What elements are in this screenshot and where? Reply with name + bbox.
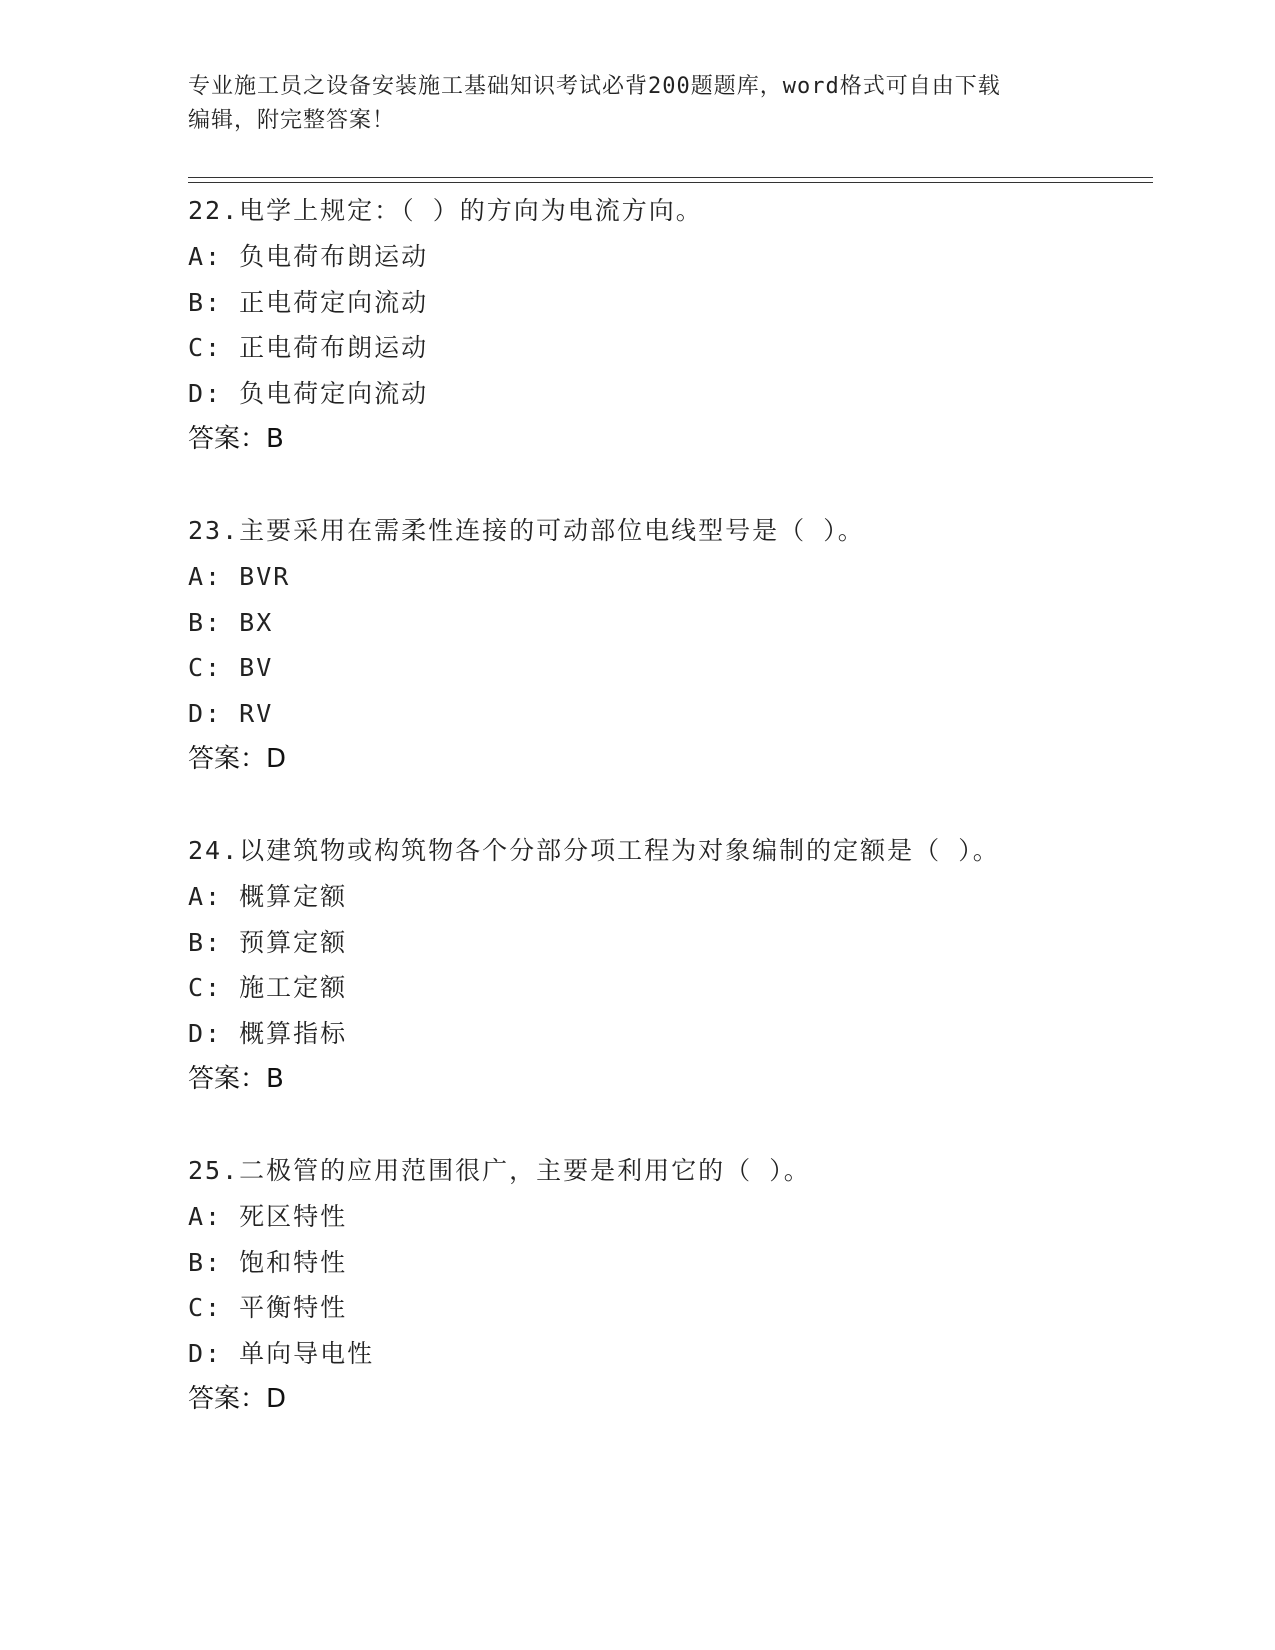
option-a: A: BVR (188, 562, 291, 591)
option-c: C: 施工定额 (188, 973, 348, 1002)
question-22 (188, 194, 1188, 462)
option-b: B: BX (188, 607, 274, 637)
question-stem: 24.以建筑物或构筑物各个分部分项工程为对象编制的定额是（ ）。 (188, 836, 1000, 865)
option-b: B: 正电荷定向流动 (188, 287, 429, 317)
question-stem: 25.二极管的应用范围很广，主要是利用它的（ ）。 (188, 1156, 811, 1185)
option-b: B: 饱和特性 (188, 1247, 348, 1277)
option-a: A: 死区特性 (188, 1202, 348, 1231)
option-d: D: 单向导电性 (188, 1338, 375, 1368)
option-d: D: RV (188, 698, 274, 728)
answer: 答案：D (188, 1384, 287, 1414)
option-a: A: 概算定额 (188, 882, 348, 911)
header-line-1: 专业施工员之设备安装施工基础知识考试必背200题题库，word格式可自由下载 (188, 74, 1001, 99)
option-c: C: 平衡特性 (188, 1293, 348, 1322)
option-d: D: 概算指标 (188, 1018, 348, 1048)
option-b: B: 预算定额 (188, 927, 348, 957)
question-25 (188, 1154, 1188, 1422)
header-divider-top (188, 177, 1153, 178)
option-d: D: 负电荷定向流动 (188, 378, 429, 408)
header-divider-bottom (188, 182, 1153, 183)
answer: 答案：D (188, 744, 287, 774)
answer: 答案：B (188, 1064, 284, 1094)
question-stem: 23.主要采用在需柔性连接的可动部位电线型号是（ ）。 (188, 516, 865, 545)
document-header (188, 70, 1088, 138)
question-23 (188, 514, 1188, 782)
option-c: C: BV (188, 653, 274, 682)
answer: 答案：B (188, 424, 284, 454)
option-c: C: 正电荷布朗运动 (188, 333, 429, 362)
header-line-2: 编辑，附完整答案！ (188, 108, 396, 133)
option-a: A: 负电荷布朗运动 (188, 242, 429, 271)
question-24 (188, 834, 1188, 1102)
question-stem: 22.电学上规定：（ ）的方向为电流方向。 (188, 196, 703, 225)
